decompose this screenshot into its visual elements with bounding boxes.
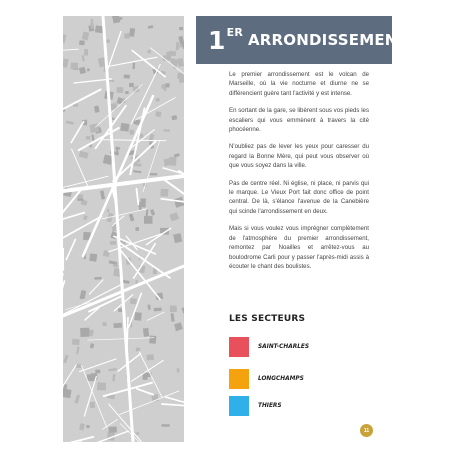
intro-text <box>229 70 369 279</box>
title-word: ARRONDISSEMENT <box>248 31 408 49</box>
street-map-image <box>63 16 184 442</box>
sector-color-swatch <box>229 369 249 389</box>
sector-label: LONGCHAMPS <box>258 376 304 382</box>
sector-thiers <box>229 396 282 416</box>
paragraph: Le premier arrondissement est le volcan de Marseille, où la vie nocturne et diurne ne se différencient guère tant l'activité y est intense. <box>229 71 369 97</box>
sector-longchamps <box>229 369 304 389</box>
sector-label: THIERS <box>258 403 282 409</box>
title-superscript: ER <box>226 25 243 39</box>
sector-saint-charles <box>229 337 309 357</box>
paragraph: Mais si vous voulez vous imprégner complètement de l'atmosphère du premier arrondissement, remontez par Noailles et arrêtez-vous au boulodrome Carli pour y passer l'après-midi assis à écouter le chant des boulistes. <box>229 225 369 270</box>
sectors-heading: LES SECTEURS <box>229 314 306 324</box>
paragraph: N'oubliez pas de lever les yeux pour caresser du regard la Bonne Mère, qui peut vous observer où que vous soyez dans la ville. <box>229 143 369 170</box>
title-banner <box>196 16 408 64</box>
sector-color-swatch <box>229 337 249 357</box>
paragraph: En sortant de la gare, se libèrent sous vos pieds les escaliers qui vous emmènent à travers la cité phocéenne. <box>229 107 369 134</box>
paragraph: Pas de centre réel. Ni église, ni place, ni parvis qui le marque. Le Vieux Port fait donc office de point central. De là, s'élance l'avenue de la Canebière qui scinde l'arrondissement en deux. <box>229 179 369 215</box>
title-number: 1 <box>208 25 226 55</box>
page-number-badge: 11 <box>360 424 373 437</box>
sector-label: SAINT-CHARLES <box>258 344 310 350</box>
sector-color-swatch <box>229 396 249 416</box>
map-strip <box>63 16 184 442</box>
